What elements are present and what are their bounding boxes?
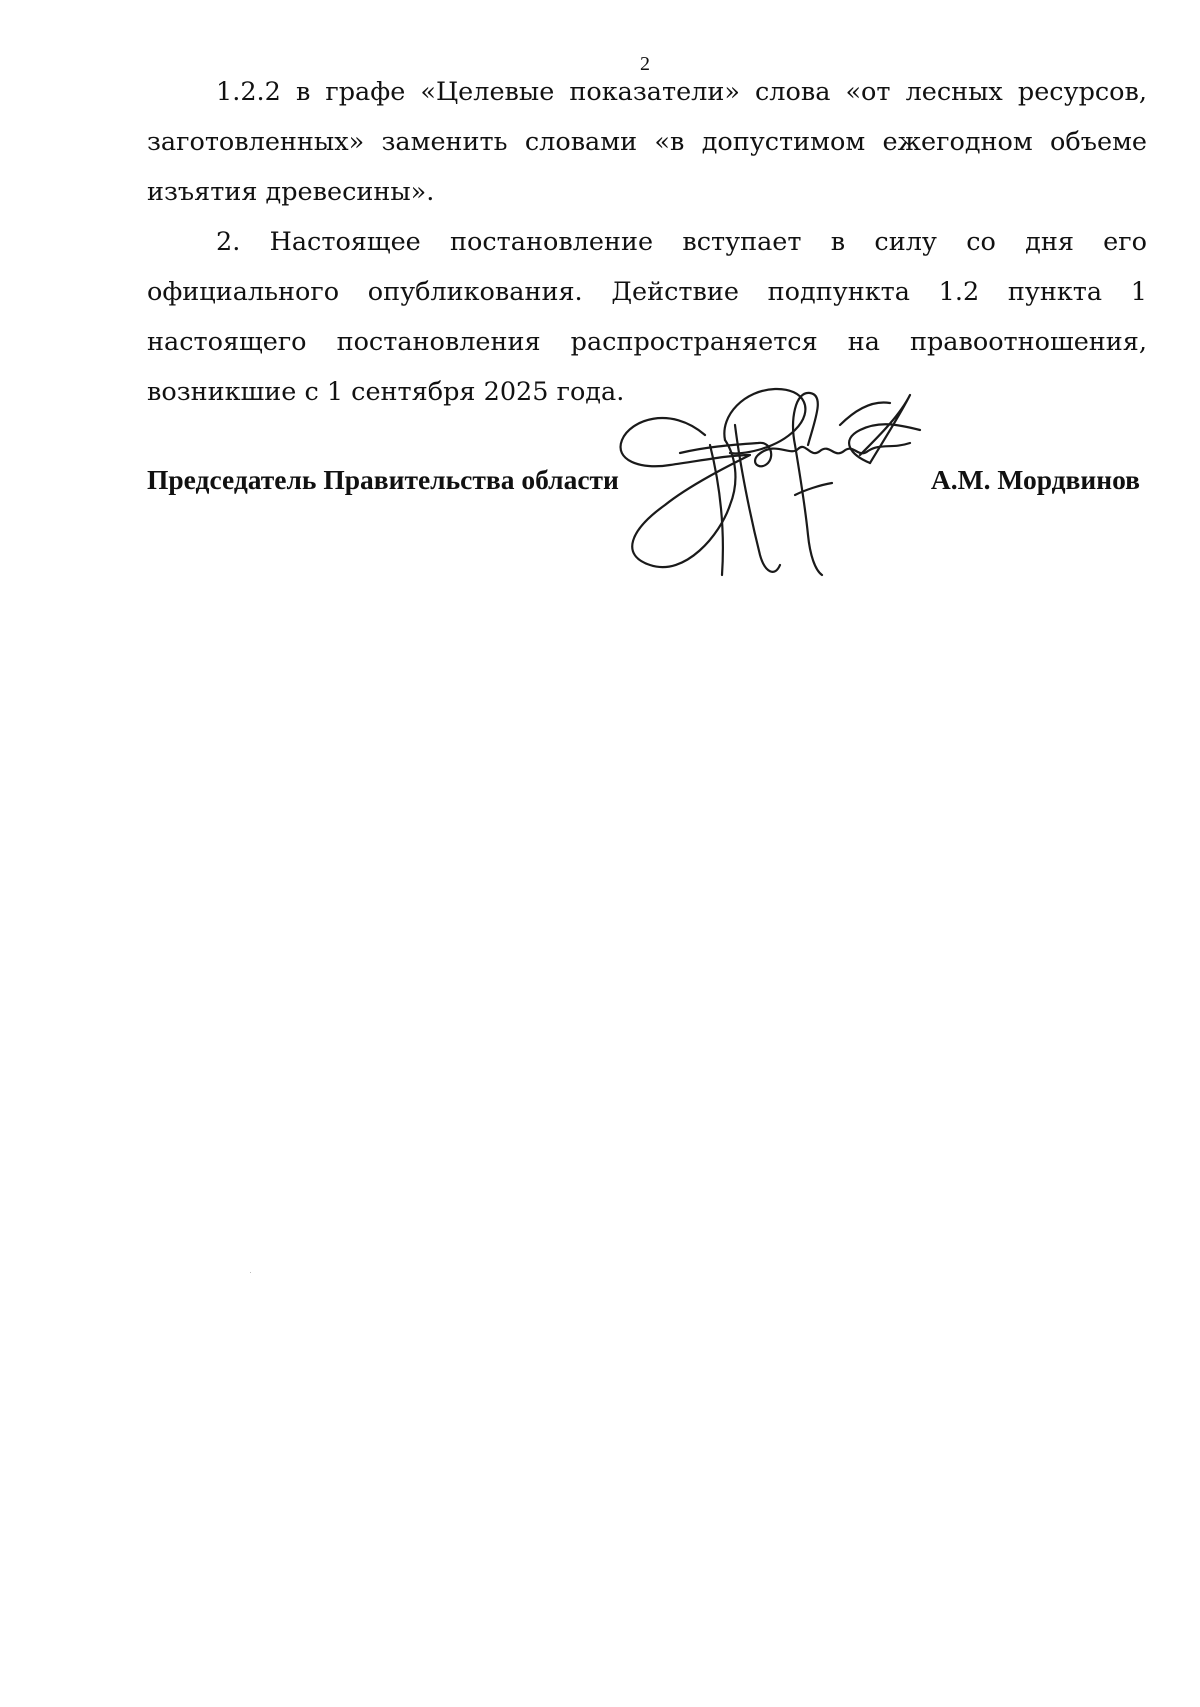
document-body	[147, 67, 1147, 417]
scan-artifact	[250, 1272, 251, 1273]
signature-block	[147, 460, 1140, 500]
paragraph-effective-date: 2. Настоящее постановление вступает в силу со дня его официального опубликования. Действие подпункта 1.2 пункта 1 настоящего постановления распространяется на правоотношения, возникшие с 1 сентября 2025 года.	[147, 227, 1147, 407]
paragraph-amendment: 1.2.2 в графе «Целевые показатели» слова «от лесных ресурсов, заготовленных» заменить словами «в допустимом ежегодном объеме изъятия древесины».	[147, 77, 1147, 207]
signatory-position: Председатель Правительства области	[147, 464, 619, 495]
signatory-name: А.М. Мордвинов	[930, 464, 1140, 495]
page-number: 2	[640, 53, 650, 75]
